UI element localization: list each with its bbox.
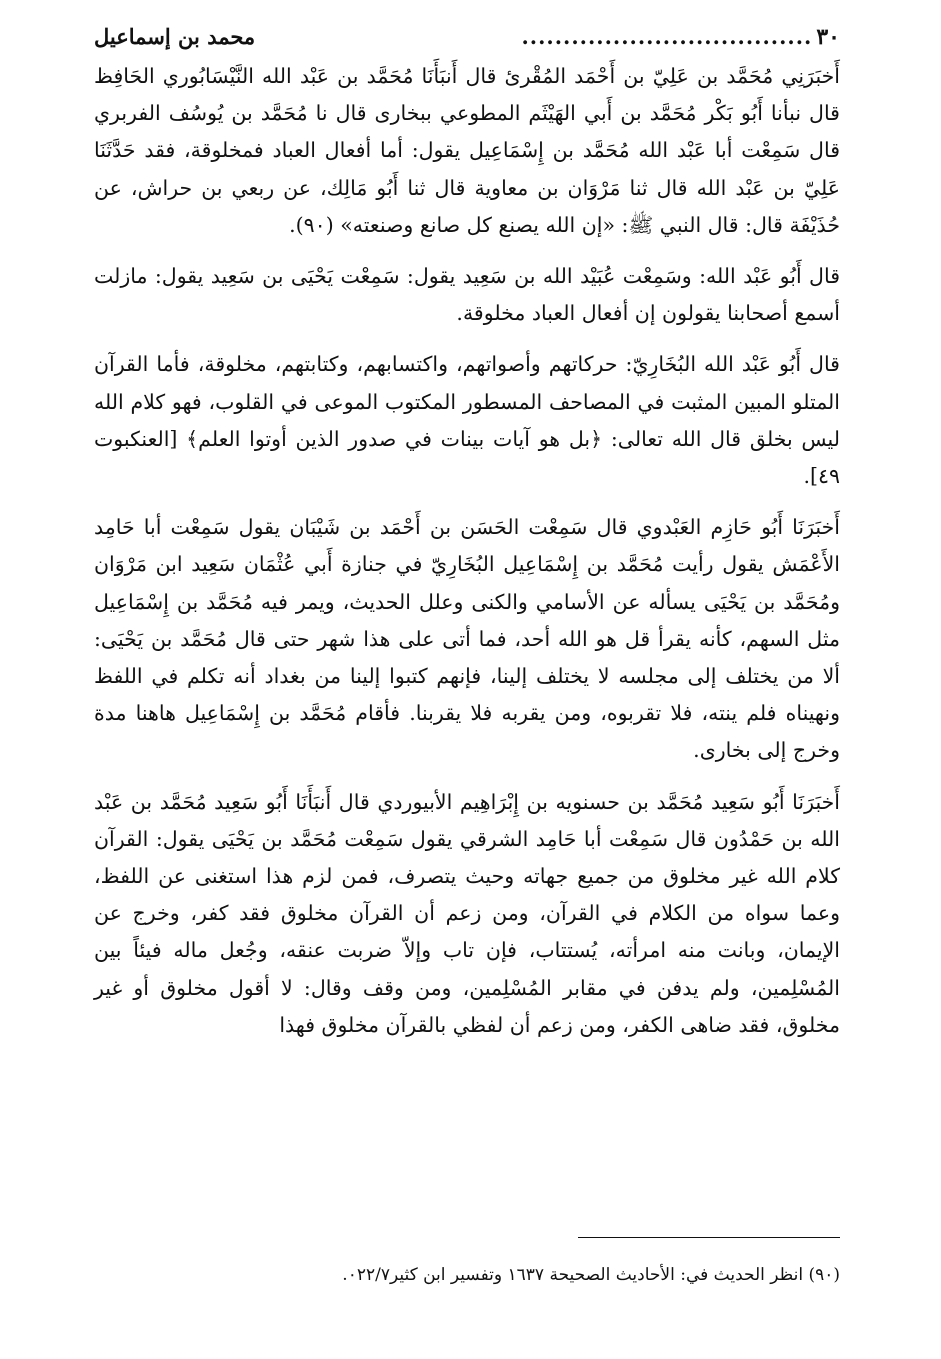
page-number: ٣٠ [816, 24, 840, 50]
paragraph-4: أَخبَرَنَا أَبُو حَازِم العَبْدوي قال سَمِعْت الحَسَن بن أَحْمَد بن شَيْبَان يقول سَمِعْت أبا حَامِد الأَعْمَش يقول رأيت مُحَمَّد بن إِسْمَاعِيل البُخَارِيّ في جنازة أَبي عُثْمَان سَعِيد ابن مَرْوَان ومُحَمَّد بن يَحْيَى يسأله عن الأسامي والكنى وعلل الحديث، ويمر فيه مُحَمَّد بن إِسْمَاعِيل مثل السهم، كأنه يقرأ قل هو الله أحد، فما أتى على هذا شهر حتى قال مُحَمَّد بن يَحْيَى: ألا من يختلف إلى مجلسه لا يختلف إلينا، فإنهم كتبوا إلينا من بغداد أنه تكلم في اللفظ ونهيناه فلم ينته، فلا تقربوه، ومن يقربه فلا يقربنا. فأقام مُحَمَّد بن إِسْمَاعِيل هاهنا مدة وخرج إلى بخارى. [94, 515, 840, 763]
footnote-90: (٩٠) انظر الحديث في: الأحاديث الصحيحة ١٦٣٧ وتفسير ابن كثير٠٢٢/٧. [342, 1265, 840, 1285]
running-title: محمد بن إسماعيل [94, 24, 256, 49]
paragraph-1: أَخبَرَنِي مُحَمَّد بن عَلِيّ بن أَحْمَد المُقْرئ قال أَنبَأَنَا مُحَمَّد بن عَبْد الله النَّيْسَابُوري الحَافِظ قال نبأنا أَبُو بَكْر مُحَمَّد بن أَبي الهَيْثَم المطوعي ببخارى قال نا مُحَمَّد بن يُوسُف الفربري قال سَمِعْت أبا عَبْد الله مُحَمَّد بن إِسْمَاعِيل يقول: أما أفعال العباد فمخلوقة، فقد حَدَّثَنَا عَلِيّ بن عَبْد الله قال ثنا مَرْوَان بن معاوية قال ثنا أَبُو مَالِك، عن ربعي بن حراش، عن حُذَيْفَة قال: قال النبي ﷺ: «إن الله يصنع كل صانع وصنعته» (٩٠). [94, 64, 840, 237]
paragraph-5: أَخبَرَنَا أَبُو سَعِيد مُحَمَّد بن حسنويه بن إِبْرَاهِيم الأبيوردي قال أَنبَأَنَا أَبُو سَعِيد مُحَمَّد بن عَبْد الله بن حَمْدُون قال سَمِعْت أبا حَامِد الشرقي يقول سَمِعْت مُحَمَّد بن يَحْيَى يقول: القرآن كلام الله غير مخلوق من جميع جهاته وحيث يتصرف، فمن لزم هذا استغنى عن اللفظ، وعما سواه من الكلام في القرآن، ومن زعم أن القرآن مخلوق فقد كفر، وخرج عن الإيمان، وبانت منه امرأته، يُستتاب، فإن تاب وإلاّ ضربت عنقه، وجُعل ماله فيئاً بين المُسْلِمين، ولم يدفن في مقابر المُسْلِمين، ومن وقف وقال: لا أقول مخلوق أو غير مخلوق، فقد ضاهى الكفر، ومن زعم أن لفظي بالقرآن مخلوق فهذا [94, 789, 840, 1037]
paragraph-3: قال أَبُو عَبْد الله البُخَارِيّ: حركاتهم وأصواتهم، واكتسابهم، وكتابتهم، مخلوقة، فأما القرآن المتلو المبين المثبت في المصاحف المسطور المكتوب الموعى في القلوب، فهو كلام الله ليس بخلق قال الله تعالى: ﴿بل هو آيات بينات في صدور الذين أوتوا العلم﴾ [العنكبوت ٤٩]. [94, 352, 840, 489]
footnote-divider [578, 1237, 840, 1238]
page-header [94, 22, 840, 52]
paragraph-2: قال أَبُو عَبْد الله: وسَمِعْت عُبَيْد الله بن سَعِيد يقول: سَمِعْت يَحْيَى بن سَعِيد يقول: مازلت أسمع أصحابنا يقولون إن أفعال العباد مخلوقة. [94, 264, 840, 326]
header-dot-leader: ................................... [521, 24, 813, 49]
book-page [94, 22, 840, 1322]
